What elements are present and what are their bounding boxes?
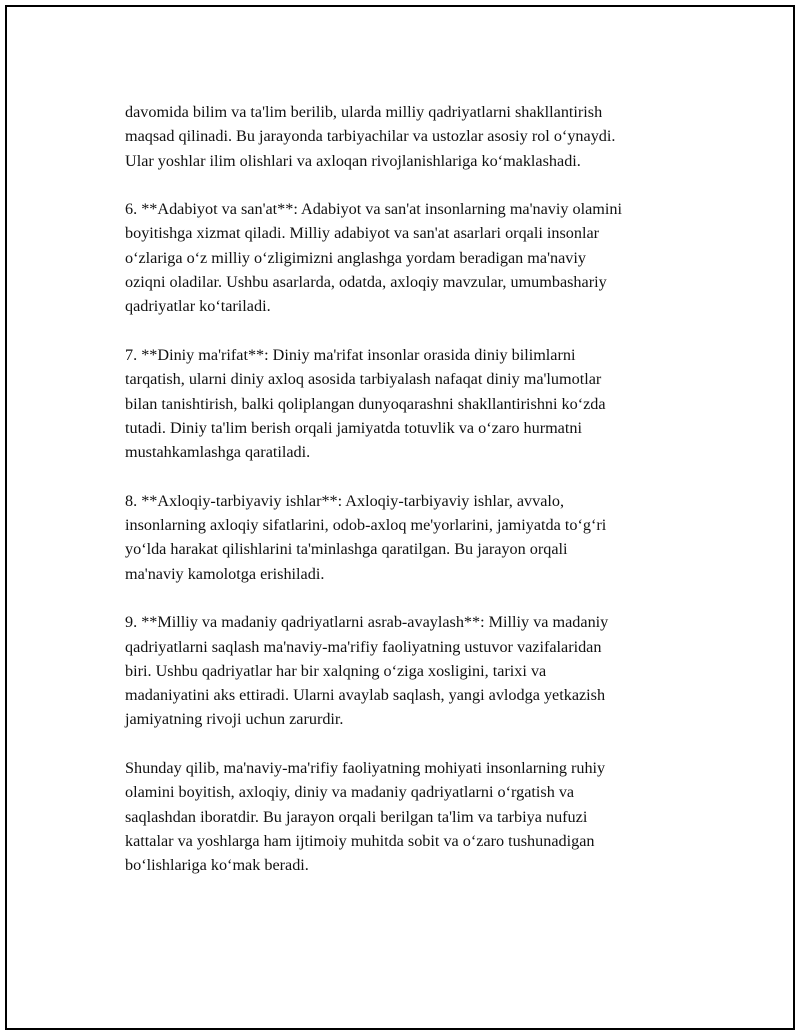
paragraph-intro-continuation: davomida bilim va ta'lim berilib, ularda milliy qadriyatlarni shakllantirish maqsad qilinadi. Bu jarayonda tarbiyachilar va ustozlar asosiy rol oʻynaydi. Ular yoshlar ilim olishlari va axloqan rivojlanishlariga koʻmaklashadi. [125, 103, 616, 170]
paragraph-item-8-moral-education: 8. **Axloqiy-tarbiyaviy ishlar**: Axloqiy-tarbiyaviy ishlar, avvalo, insonlarning axloqiy sifatlarini, odob-axloq me'yorlarini, jamiyatda toʻgʻri yoʻlda harakat qilishlarini ta'minlashga qaratilgan. Bu jarayon orqali ma'naviy kamolotga erishiladi. [125, 491, 607, 583]
page-frame [5, 5, 795, 1030]
paragraph-conclusion: Shunday qilib, ma'naviy-ma'rifiy faoliyatning mohiyati insonlarning ruhiy olamini boyitish, axloqiy, diniy va madaniy qadriyatlarni oʻrgatish va saqlashdan iboratdir. Bu jarayon orqali berilgan ta'lim va tarbiya nufuzi kattalar va yoshlarga ham ijtimoiy muhitda sobit va oʻzaro tushunadigan boʻlishlariga koʻmak beradi. [125, 759, 606, 875]
paragraph-item-6-literature-art: 6. **Adabiyot va san'at**: Adabiyot va san'at insonlarning ma'naviy olamini boyitishga xizmat qiladi. Milliy adabiyot va san'at asarlari orqali insonlar oʻzlariga oʻz milliy oʻzligimizni anglashga yordam beradigan ma'naviy oziqni oladilar. Ushbu asarlarda, odatda, axloqiy mavzular, umumbashariy qadriyatlar koʻtariladi. [125, 200, 622, 316]
paragraph-item-9-national-values: 9. **Milliy va madaniy qadriyatlarni asrab-avaylash**: Milliy va madaniy qadriyatlarni saqlash ma'naviy-ma'rifiy faoliyatning ustuvor vazifalaridan biri. Ushbu qadriyatlar har bir xalqning oʻziga xosligini, tarixi va madaniyatini aks ettiradi. Ularni avaylab saqlash, yangi avlodga yetkazish jamiyatning rivoji uchun zarurdir. [125, 613, 609, 729]
paragraph-item-7-religious-education: 7. **Diniy ma'rifat**: Diniy ma'rifat insonlar orasida diniy bilimlarni tarqatish, ularni diniy axloq asosida tarbiyalash nafaqat diniy ma'lumotlar bilan tanishtirish, balki qoliplangan dunyoqarashni shakllantirishni koʻzda tutadi. Diniy ta'lim berish orqali jamiyatda totuvlik va oʻzaro hurmatni mustahkamlashga qaratiladi. [125, 345, 606, 462]
document-body [125, 100, 705, 902]
